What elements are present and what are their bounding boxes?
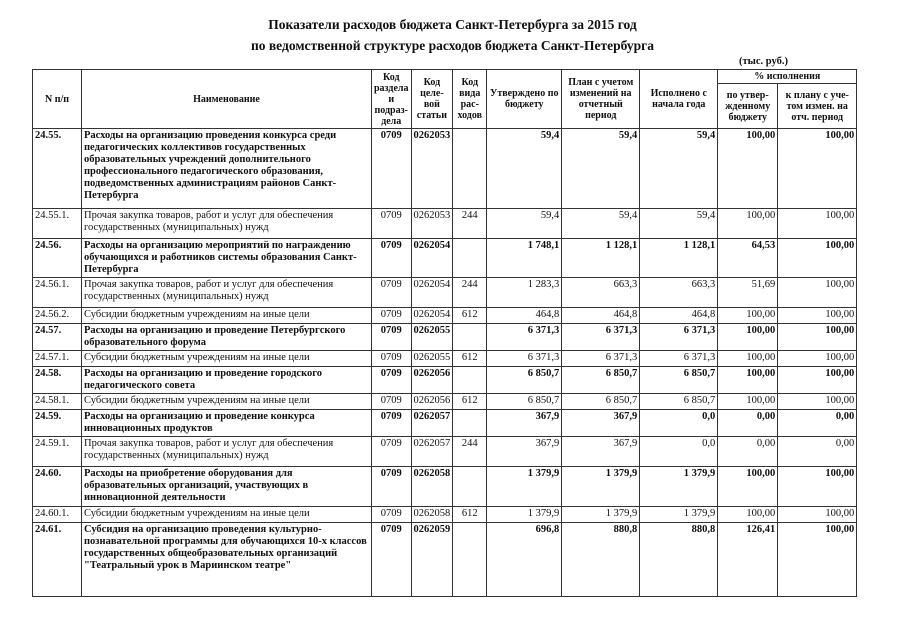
row-plan: 59,4: [562, 209, 640, 239]
table-row: [33, 308, 857, 324]
row-executed: 6 371,3: [640, 351, 718, 367]
row-target-code: 0262059: [411, 523, 453, 597]
row-name: Расходы на организацию и проведение городского педагогического совета: [82, 367, 372, 394]
row-approved: 6 850,7: [487, 394, 562, 410]
row-executed: 6 850,7: [640, 367, 718, 394]
row-expense-type: 612: [453, 308, 487, 324]
row-target-code: 0262058: [411, 507, 453, 523]
row-pct-approved: 100,00: [718, 308, 778, 324]
row-pct-plan: 100,00: [778, 394, 857, 410]
row-approved: 6 371,3: [487, 324, 562, 351]
header-approved: Утверждено по бюджету: [487, 70, 562, 129]
row-executed: 1 128,1: [640, 239, 718, 278]
row-expense-type: [453, 523, 487, 597]
row-plan: 367,9: [562, 410, 640, 437]
row-name: Расходы на организацию и проведение Петербургского образовательного форума: [82, 324, 372, 351]
row-target-code: 0262055: [411, 351, 453, 367]
table-row: [33, 324, 857, 351]
row-name: Прочая закупка товаров, работ и услуг для обеспечения государственных (муниципальных) нужд: [82, 209, 372, 239]
row-pct-plan: 100,00: [778, 129, 857, 209]
row-approved: 1 379,9: [487, 467, 562, 507]
table-row: [33, 351, 857, 367]
table-row: [33, 239, 857, 278]
row-approved: 1 748,1: [487, 239, 562, 278]
table-row: [33, 437, 857, 467]
header-plan: План с учетом изменений на отчетный период: [562, 70, 640, 129]
row-pct-approved: 100,00: [718, 324, 778, 351]
row-pct-plan: 100,00: [778, 278, 857, 308]
row-target-code: 0262053: [411, 129, 453, 209]
row-expense-type: [453, 239, 487, 278]
row-executed: 0,0: [640, 410, 718, 437]
row-plan: 880,8: [562, 523, 640, 597]
row-pct-approved: 100,00: [718, 129, 778, 209]
row-approved: 464,8: [487, 308, 562, 324]
row-executed: 6 371,3: [640, 324, 718, 351]
row-pct-approved: 0,00: [718, 410, 778, 437]
row-executed: 464,8: [640, 308, 718, 324]
row-section-code: 0709: [372, 507, 412, 523]
row-executed: 1 379,9: [640, 507, 718, 523]
row-plan: 59,4: [562, 129, 640, 209]
row-number: 24.61.: [33, 523, 82, 597]
header-target: Код целе-вой статьи: [411, 70, 453, 129]
row-pct-approved: 100,00: [718, 367, 778, 394]
row-plan: 663,3: [562, 278, 640, 308]
row-section-code: 0709: [372, 278, 412, 308]
row-expense-type: 244: [453, 278, 487, 308]
row-pct-plan: 100,00: [778, 239, 857, 278]
row-number: 24.59.1.: [33, 437, 82, 467]
row-expense-type: 612: [453, 351, 487, 367]
row-target-code: 0262055: [411, 324, 453, 351]
row-target-code: 0262053: [411, 209, 453, 239]
row-name: Субсидии бюджетным учреждениям на иные цели: [82, 308, 372, 324]
header-pct-plan: к плану с уче-том измен. на отч. период: [778, 84, 857, 129]
page-subtitle: по ведомственной структуре расходов бюджета Санкт-Петербурга: [250, 38, 655, 53]
row-approved: 696,8: [487, 523, 562, 597]
row-number: 24.55.: [33, 129, 82, 209]
table-row: [33, 523, 857, 597]
row-pct-approved: 100,00: [718, 507, 778, 523]
row-pct-approved: 100,00: [718, 394, 778, 410]
row-approved: 1 379,9: [487, 507, 562, 523]
row-pct-plan: 100,00: [778, 507, 857, 523]
table-body: [33, 129, 857, 597]
table-row: [33, 467, 857, 507]
row-executed: 6 850,7: [640, 394, 718, 410]
row-section-code: 0709: [372, 239, 412, 278]
row-section-code: 0709: [372, 523, 412, 597]
row-section-code: 0709: [372, 367, 412, 394]
row-target-code: 0262057: [411, 410, 453, 437]
row-name: Субсидии бюджетным учреждениям на иные цели: [82, 507, 372, 523]
header-num: N п/п: [33, 70, 82, 129]
row-expense-type: [453, 324, 487, 351]
row-pct-plan: 100,00: [778, 523, 857, 597]
table-row: [33, 278, 857, 308]
row-section-code: 0709: [372, 410, 412, 437]
row-pct-plan: 100,00: [778, 308, 857, 324]
row-name: Субсидии бюджетным учреждениям на иные цели: [82, 394, 372, 410]
row-executed: 59,4: [640, 209, 718, 239]
row-executed: 1 379,9: [640, 467, 718, 507]
row-number: 24.56.1.: [33, 278, 82, 308]
header-executed: Исполнено с начала года: [640, 70, 718, 129]
row-approved: 59,4: [487, 209, 562, 239]
row-section-code: 0709: [372, 467, 412, 507]
row-section-code: 0709: [372, 394, 412, 410]
row-target-code: 0262054: [411, 308, 453, 324]
table-row: [33, 129, 857, 209]
row-pct-plan: 100,00: [778, 367, 857, 394]
row-number: 24.57.1.: [33, 351, 82, 367]
row-number: 24.58.: [33, 367, 82, 394]
row-section-code: 0709: [372, 308, 412, 324]
row-plan: 6 850,7: [562, 367, 640, 394]
table-row: [33, 507, 857, 523]
row-pct-plan: 0,00: [778, 410, 857, 437]
row-section-code: 0709: [372, 437, 412, 467]
row-approved: 1 283,3: [487, 278, 562, 308]
table-row: [33, 410, 857, 437]
row-plan: 1 379,9: [562, 507, 640, 523]
row-executed: 663,3: [640, 278, 718, 308]
header-name: Наименование: [82, 70, 372, 129]
row-executed: 880,8: [640, 523, 718, 597]
row-expense-type: [453, 467, 487, 507]
row-pct-plan: 100,00: [778, 467, 857, 507]
row-name: Субсидия на организацию проведения культурно-познавательной программы для обучающихся 10-х классов государственных общеобразовательных организаций "Театральный урок в Мариинском театре": [82, 523, 372, 597]
table-row: [33, 209, 857, 239]
row-section-code: 0709: [372, 129, 412, 209]
row-pct-plan: 100,00: [778, 351, 857, 367]
row-approved: 6 850,7: [487, 367, 562, 394]
row-name: Расходы на организацию мероприятий по награждению обучающихся и работников системы образования Санкт-Петербурга: [82, 239, 372, 278]
row-expense-type: 612: [453, 394, 487, 410]
row-pct-approved: 100,00: [718, 467, 778, 507]
row-target-code: 0262054: [411, 278, 453, 308]
row-approved: 367,9: [487, 437, 562, 467]
row-target-code: 0262054: [411, 239, 453, 278]
row-pct-approved: 64,53: [718, 239, 778, 278]
row-plan: 1 128,1: [562, 239, 640, 278]
row-number: 24.56.2.: [33, 308, 82, 324]
row-name: Прочая закупка товаров, работ и услуг для обеспечения государственных (муниципальных) нужд: [82, 437, 372, 467]
unit-label: (тыс. руб.): [739, 56, 788, 67]
row-name: Субсидии бюджетным учреждениям на иные цели: [82, 351, 372, 367]
row-target-code: 0262056: [411, 394, 453, 410]
row-number: 24.56.: [33, 239, 82, 278]
row-pct-plan: 100,00: [778, 209, 857, 239]
header-type: Код вида рас-ходов: [453, 70, 487, 129]
row-section-code: 0709: [372, 324, 412, 351]
row-expense-type: [453, 410, 487, 437]
row-name: Расходы на организацию и проведение конкурса инновационных продуктов: [82, 410, 372, 437]
row-expense-type: 244: [453, 209, 487, 239]
row-section-code: 0709: [372, 351, 412, 367]
row-pct-approved: 126,41: [718, 523, 778, 597]
row-target-code: 0262058: [411, 467, 453, 507]
row-section-code: 0709: [372, 209, 412, 239]
header-pct-group: % исполнения: [718, 70, 857, 84]
budget-table: [32, 69, 857, 597]
row-number: 24.60.1.: [33, 507, 82, 523]
row-plan: 6 850,7: [562, 394, 640, 410]
row-plan: 1 379,9: [562, 467, 640, 507]
row-plan: 6 371,3: [562, 324, 640, 351]
row-name: Расходы на организацию проведения конкурса среди педагогических коллективов государственных образовательных учреждений дополнительного профессионального педагогического образования, подведомственных администрациям районов Санкт-Петербурга: [82, 129, 372, 209]
row-number: 24.59.: [33, 410, 82, 437]
row-expense-type: [453, 129, 487, 209]
row-pct-approved: 100,00: [718, 209, 778, 239]
row-name: Расходы на приобретение оборудования для образовательных организаций, участвующих в инновационной деятельности: [82, 467, 372, 507]
row-plan: 464,8: [562, 308, 640, 324]
row-pct-plan: 100,00: [778, 324, 857, 351]
table-row: [33, 394, 857, 410]
page-title: Показатели расходов бюджета Санкт-Петербурга за 2015 год: [268, 17, 637, 32]
row-approved: 6 371,3: [487, 351, 562, 367]
row-expense-type: [453, 367, 487, 394]
row-pct-approved: 100,00: [718, 351, 778, 367]
header-section: Код раздела и подраз-дела: [372, 70, 412, 129]
row-target-code: 0262057: [411, 437, 453, 467]
header-pct-approved: по утвер-жденному бюджету: [718, 84, 778, 129]
row-executed: 59,4: [640, 129, 718, 209]
row-approved: 59,4: [487, 129, 562, 209]
row-number: 24.60.: [33, 467, 82, 507]
row-number: 24.58.1.: [33, 394, 82, 410]
row-plan: 367,9: [562, 437, 640, 467]
row-expense-type: 612: [453, 507, 487, 523]
row-executed: 0,0: [640, 437, 718, 467]
row-name: Прочая закупка товаров, работ и услуг для обеспечения государственных (муниципальных) нужд: [82, 278, 372, 308]
row-expense-type: 244: [453, 437, 487, 467]
table-row: [33, 367, 857, 394]
row-target-code: 0262056: [411, 367, 453, 394]
row-pct-plan: 0,00: [778, 437, 857, 467]
row-number: 24.55.1.: [33, 209, 82, 239]
row-pct-approved: 51,69: [718, 278, 778, 308]
row-number: 24.57.: [33, 324, 82, 351]
row-pct-approved: 0,00: [718, 437, 778, 467]
row-approved: 367,9: [487, 410, 562, 437]
row-plan: 6 371,3: [562, 351, 640, 367]
